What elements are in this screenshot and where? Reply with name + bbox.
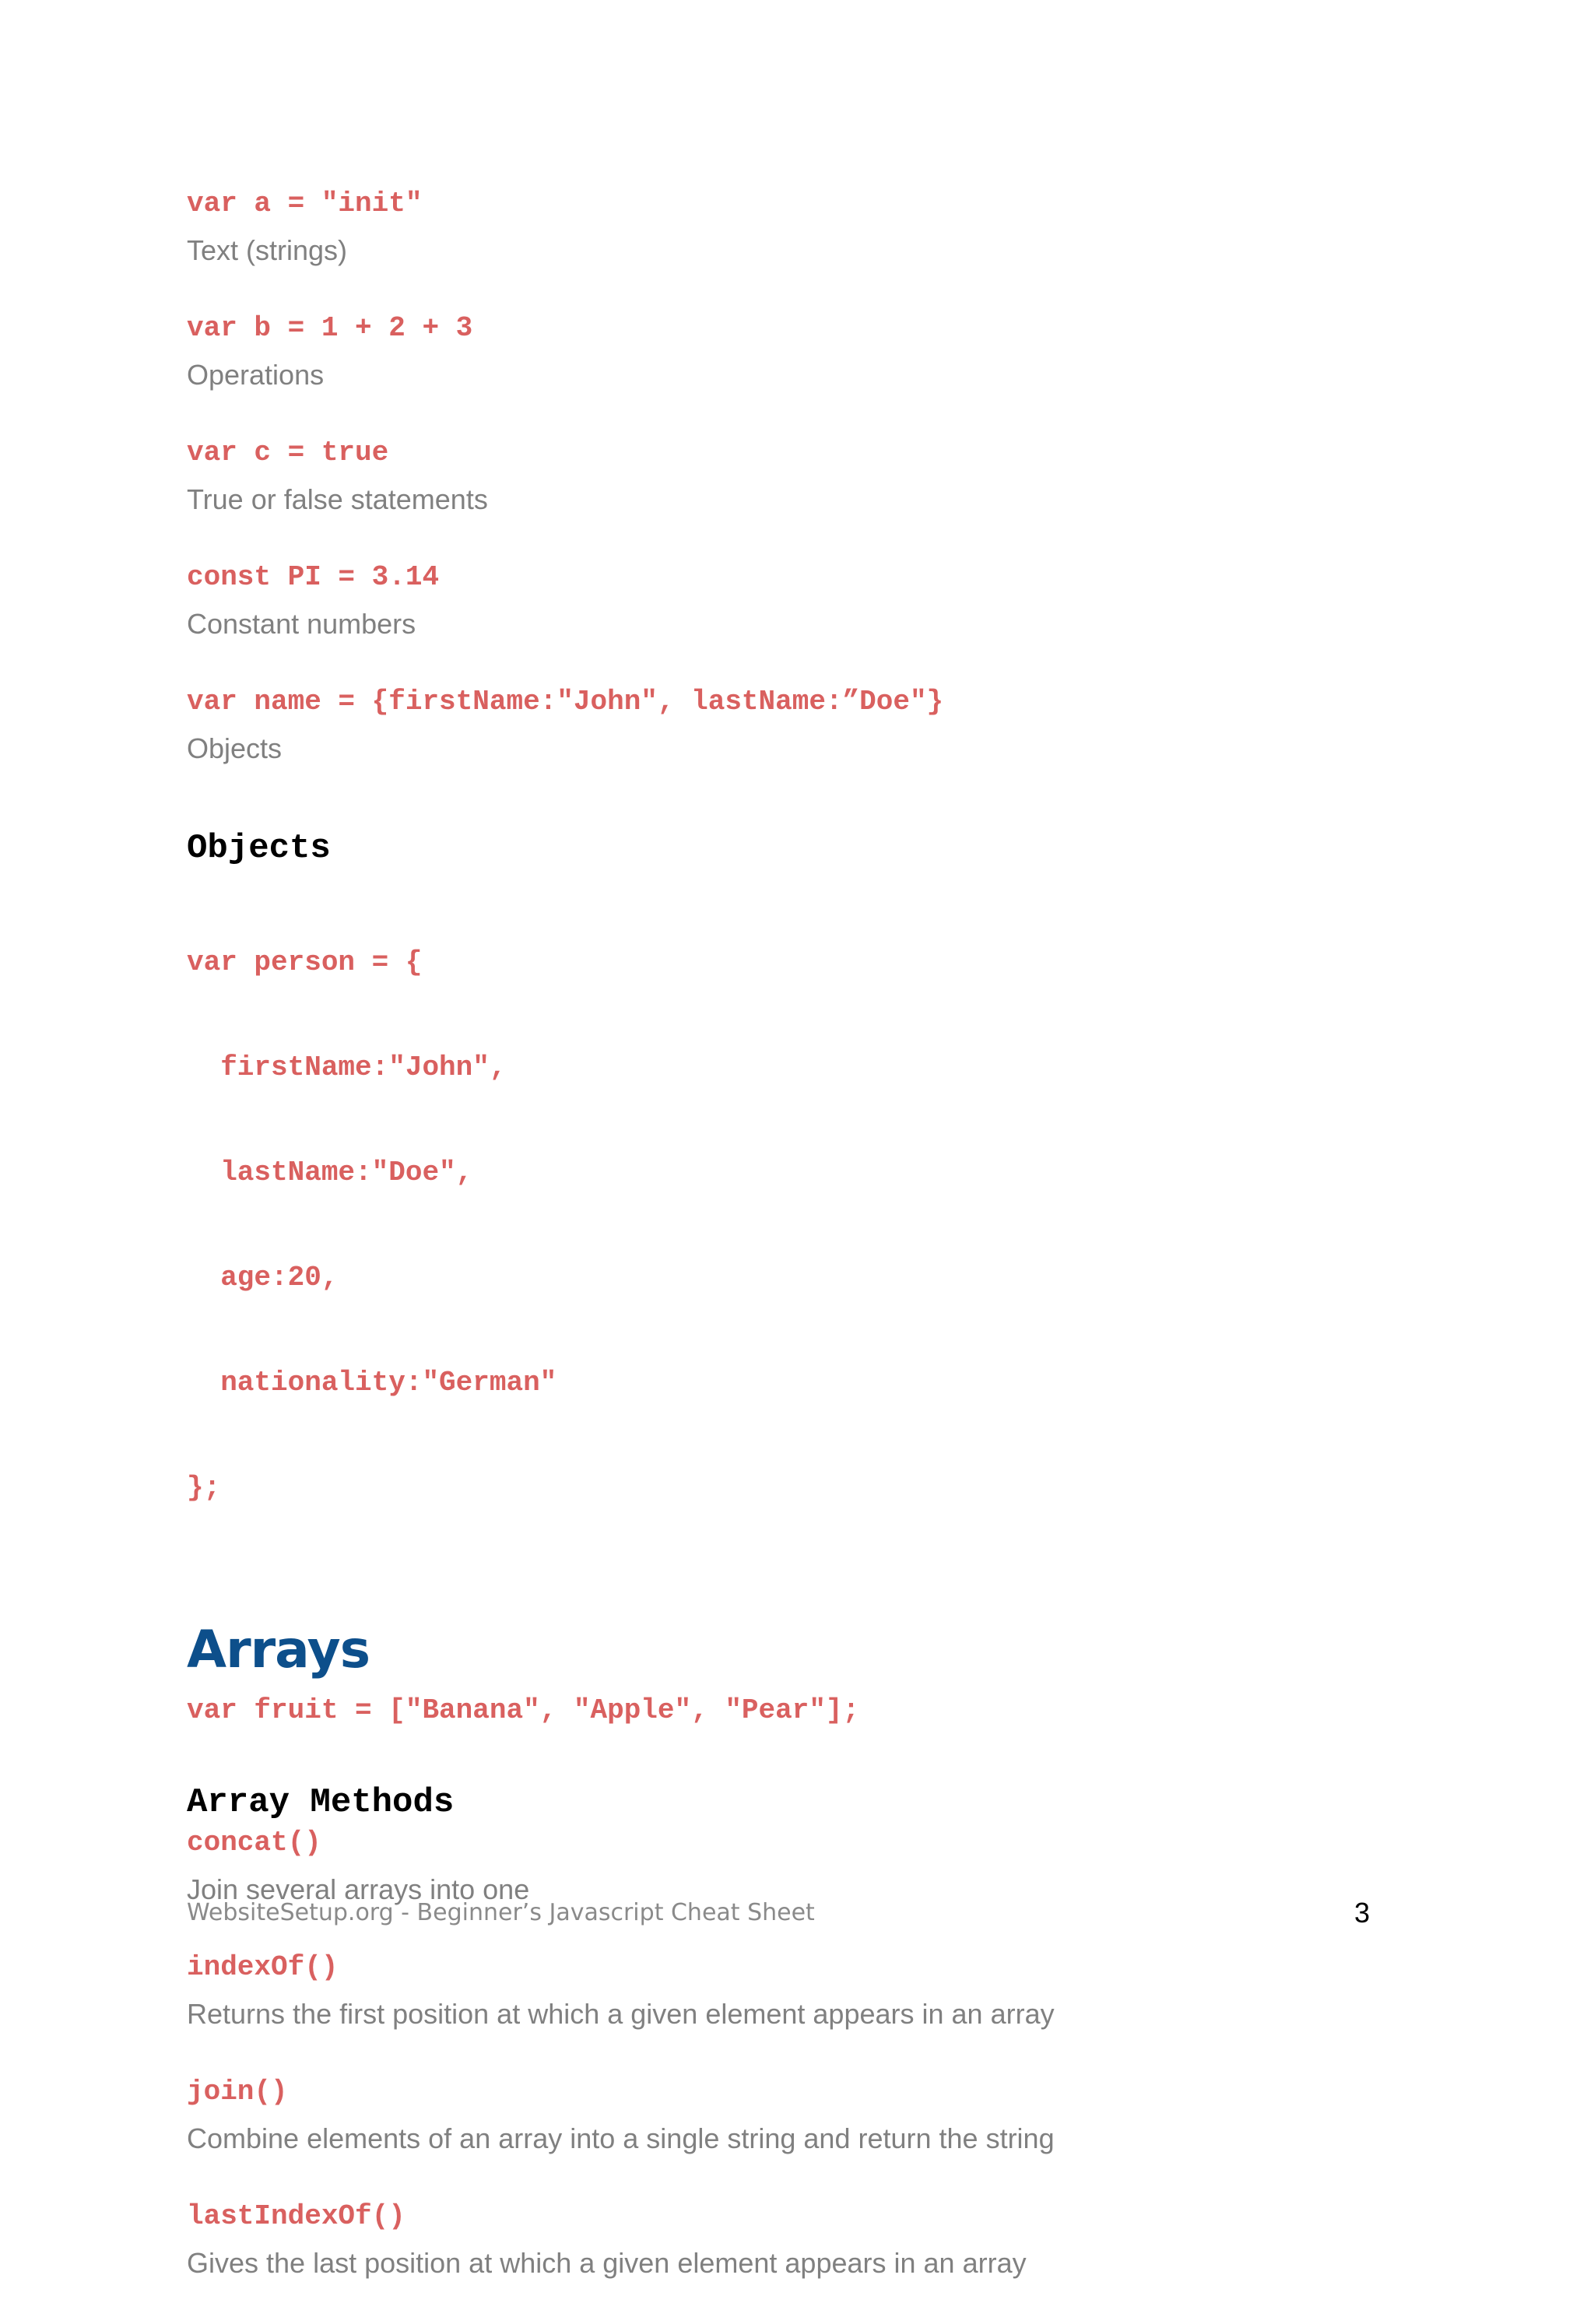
arrays-title: Arrays [187,1620,370,1680]
variable-entry-object [187,685,1417,766]
arrays-code: var fruit = ["Banana", "Apple", "Pear"]; [187,1694,860,1726]
footer-title: WebsiteSetup.org - Beginner’s Javascript Cheat Sheet [187,1899,815,1926]
variable-entry-boolean [187,436,1417,517]
code-line: nationality:"German" [187,1367,557,1399]
method-description: Returns the first position at which a given element appears in an array [187,1998,1055,2030]
variable-entry-string [187,187,1417,268]
method-description: Join several arrays into one [187,1873,530,1905]
arrays-section [187,1619,1417,1728]
description: True or false statements [187,483,488,515]
code-snippet: const PI = 3.14 [187,561,440,593]
code-line: var person = { [187,946,423,978]
description: Objects [187,732,283,764]
method-description: Combine elements of an array into a single string and return the string [187,2122,1055,2154]
code-snippet: var b = 1 + 2 + 3 [187,312,473,344]
code-snippet: var a = "init" [187,188,423,219]
code-line: lastName:"Doe", [187,1157,473,1188]
page-footer [187,1896,1370,1930]
objects-section [187,828,1417,1575]
code-line: age:20, [187,1262,339,1294]
variable-entry-operations [187,311,1417,392]
objects-code-block [187,875,1417,1575]
method-name: join() [187,2076,288,2108]
code-line: firstName:"John", [187,1051,507,1083]
method-description: Gives the last position at which a given element appears in an array [187,2247,1027,2279]
description: Operations [187,359,325,391]
description: Constant numbers [187,608,416,640]
objects-heading: Objects [187,829,331,868]
method-entry [187,1826,1417,1907]
code-line: }; [187,1472,221,1504]
method-entry [187,2199,1417,2280]
variable-entry-constant [187,560,1417,641]
code-snippet: var name = {firstName:"John", lastName:”Doe"} [187,686,944,718]
array-methods-heading: Array Methods [187,1783,455,1822]
description: Text (strings) [187,234,348,266]
page-content [187,187,1417,2324]
method-name: concat() [187,1827,321,1859]
code-snippet: var c = true [187,437,389,469]
method-name: lastIndexOf() [187,2200,406,2232]
method-name: indexOf() [187,1951,339,1983]
array-methods-section [187,1782,1417,2280]
page-number: 3 [1353,1897,1370,1929]
method-entry [187,2075,1417,2156]
method-entry [187,1950,1417,2031]
